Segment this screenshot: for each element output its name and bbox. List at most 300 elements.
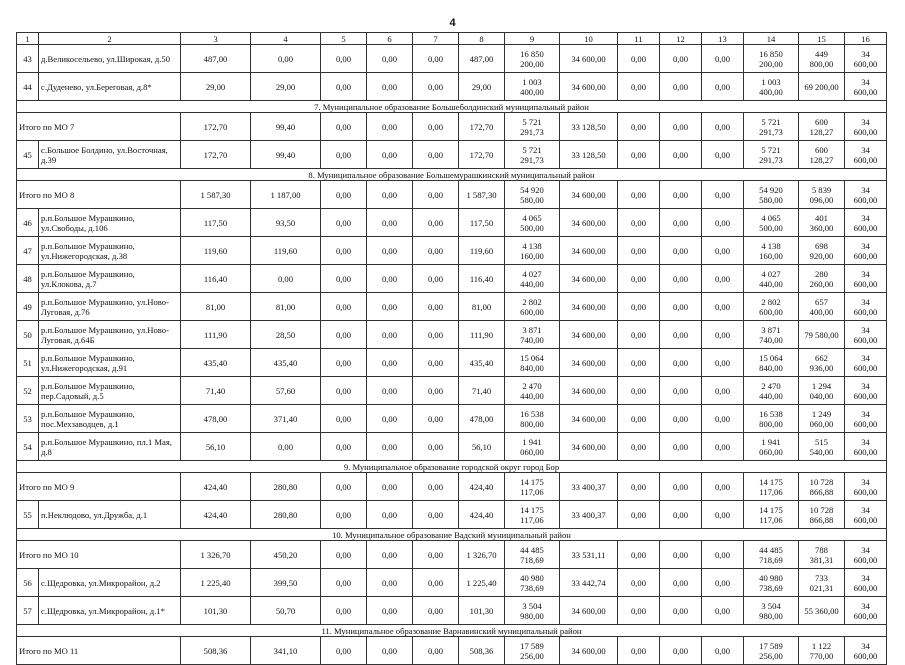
header-cell: 16 — [845, 33, 887, 45]
value-cell-3: 117,50 — [181, 209, 251, 237]
value-cell-14: 5 721 291,73 — [744, 113, 799, 141]
value-cell-14: 5 721 291,73 — [744, 141, 799, 169]
value-cell-9: 1 941 060,00 — [505, 433, 560, 461]
value-cell-8: 424,40 — [459, 473, 505, 501]
value-cell-8: 56,10 — [459, 433, 505, 461]
value-cell-5: 0,00 — [321, 45, 367, 73]
row-number: 46 — [17, 209, 39, 237]
value-cell-7: 0,00 — [413, 73, 459, 101]
value-cell-13: 0,00 — [702, 181, 744, 209]
value-cell-6: 0,00 — [367, 321, 413, 349]
value-cell-16: 34 600,00 — [845, 377, 887, 405]
value-cell-12: 0,00 — [660, 141, 702, 169]
value-cell-10: 34 600,00 — [560, 597, 618, 625]
value-cell-12: 0,00 — [660, 113, 702, 141]
value-cell-3: 487,00 — [181, 45, 251, 73]
value-cell-16: 34 600,00 — [845, 349, 887, 377]
value-cell-4: 81,00 — [251, 293, 321, 321]
total-label: Итого по МО 11 — [17, 637, 181, 665]
value-cell-14: 14 175 117,06 — [744, 501, 799, 529]
value-cell-14: 54 920 580,00 — [744, 181, 799, 209]
value-cell-7: 0,00 — [413, 113, 459, 141]
value-cell-5: 0,00 — [321, 569, 367, 597]
value-cell-15: 698 920,00 — [799, 237, 845, 265]
value-cell-14: 17 589 256,00 — [744, 637, 799, 665]
value-cell-4: 371,40 — [251, 405, 321, 433]
value-cell-10: 34 600,00 — [560, 73, 618, 101]
value-cell-14: 1 941 060,00 — [744, 433, 799, 461]
section-title: 11. Муниципальное образование Варнавинский муниципальный район — [17, 625, 887, 637]
header-cell: 5 — [321, 33, 367, 45]
value-cell-11: 0,00 — [618, 73, 660, 101]
value-cell-6: 0,00 — [367, 541, 413, 569]
row-number: 48 — [17, 265, 39, 293]
data-table — [16, 32, 887, 665]
address-cell: с.Щедровка, ул.Микрорайон, д.2 — [39, 569, 181, 597]
page-number: 4 — [449, 17, 456, 29]
value-cell-8: 1 326,70 — [459, 541, 505, 569]
value-cell-11: 0,00 — [618, 405, 660, 433]
value-cell-15: 662 936,00 — [799, 349, 845, 377]
value-cell-3: 1 587,30 — [181, 181, 251, 209]
value-cell-15: 79 580,00 — [799, 321, 845, 349]
value-cell-6: 0,00 — [367, 569, 413, 597]
value-cell-10: 33 400,37 — [560, 501, 618, 529]
value-cell-5: 0,00 — [321, 637, 367, 665]
value-cell-7: 0,00 — [413, 45, 459, 73]
address-cell: р.п.Большое Мурашкино, пер.Садовый, д.5 — [39, 377, 181, 405]
address-cell: с.Щедровка, ул.Микрорайон, д.1* — [39, 597, 181, 625]
value-cell-11: 0,00 — [618, 433, 660, 461]
address-cell: с.Дуденево, ул.Береговая, д.8* — [39, 73, 181, 101]
value-cell-14: 44 485 718,69 — [744, 541, 799, 569]
row-number: 51 — [17, 349, 39, 377]
value-cell-7: 0,00 — [413, 293, 459, 321]
value-cell-11: 0,00 — [618, 377, 660, 405]
value-cell-9: 15 064 840,00 — [505, 349, 560, 377]
value-cell-13: 0,00 — [702, 237, 744, 265]
value-cell-14: 14 175 117,06 — [744, 473, 799, 501]
header-cell: 8 — [459, 33, 505, 45]
table-row — [17, 405, 887, 433]
value-cell-8: 116,40 — [459, 265, 505, 293]
value-cell-14: 40 980 738,69 — [744, 569, 799, 597]
value-cell-16: 34 600,00 — [845, 501, 887, 529]
value-cell-5: 0,00 — [321, 473, 367, 501]
value-cell-11: 0,00 — [618, 321, 660, 349]
value-cell-15: 280 260,00 — [799, 265, 845, 293]
row-number: 57 — [17, 597, 39, 625]
value-cell-9: 5 721 291,73 — [505, 113, 560, 141]
table-row — [17, 73, 887, 101]
value-cell-7: 0,00 — [413, 349, 459, 377]
value-cell-6: 0,00 — [367, 237, 413, 265]
value-cell-8: 29,00 — [459, 73, 505, 101]
section-title: 9. Муниципальное образование городской округ город Бор — [17, 461, 887, 473]
header-row — [17, 33, 887, 45]
value-cell-13: 0,00 — [702, 45, 744, 73]
section-row — [17, 101, 887, 113]
value-cell-9: 16 850 200,00 — [505, 45, 560, 73]
value-cell-9: 3 871 740,00 — [505, 321, 560, 349]
value-cell-15: 1 294 040,00 — [799, 377, 845, 405]
value-cell-12: 0,00 — [660, 405, 702, 433]
value-cell-7: 0,00 — [413, 597, 459, 625]
value-cell-10: 33 531,11 — [560, 541, 618, 569]
value-cell-7: 0,00 — [413, 405, 459, 433]
value-cell-3: 424,40 — [181, 473, 251, 501]
value-cell-10: 34 600,00 — [560, 181, 618, 209]
value-cell-8: 172,70 — [459, 113, 505, 141]
value-cell-11: 0,00 — [618, 473, 660, 501]
value-cell-10: 33 442,74 — [560, 569, 618, 597]
address-cell: р.п.Большое Мурашкино, пос.Мехзаводцев, д.1 — [39, 405, 181, 433]
header-cell: 6 — [367, 33, 413, 45]
value-cell-4: 28,50 — [251, 321, 321, 349]
address-cell: р.п.Большое Мурашкино, ул.Нижегородская, д.91 — [39, 349, 181, 377]
section-row — [17, 461, 887, 473]
value-cell-7: 0,00 — [413, 209, 459, 237]
value-cell-9: 16 538 800,00 — [505, 405, 560, 433]
value-cell-3: 1 225,40 — [181, 569, 251, 597]
value-cell-11: 0,00 — [618, 293, 660, 321]
value-cell-11: 0,00 — [618, 181, 660, 209]
value-cell-4: 93,50 — [251, 209, 321, 237]
value-cell-11: 0,00 — [618, 265, 660, 293]
value-cell-9: 40 980 738,69 — [505, 569, 560, 597]
value-cell-13: 0,00 — [702, 209, 744, 237]
value-cell-10: 33 128,50 — [560, 113, 618, 141]
value-cell-10: 34 600,00 — [560, 377, 618, 405]
value-cell-14: 16 850 200,00 — [744, 45, 799, 73]
total-label: Итого по МО 10 — [17, 541, 181, 569]
value-cell-9: 17 589 256,00 — [505, 637, 560, 665]
value-cell-15: 1 249 060,00 — [799, 405, 845, 433]
value-cell-10: 34 600,00 — [560, 237, 618, 265]
value-cell-9: 4 138 160,00 — [505, 237, 560, 265]
table-row — [17, 293, 887, 321]
value-cell-4: 0,00 — [251, 433, 321, 461]
value-cell-15: 657 400,00 — [799, 293, 845, 321]
value-cell-16: 34 600,00 — [845, 473, 887, 501]
value-cell-16: 34 600,00 — [845, 569, 887, 597]
value-cell-13: 0,00 — [702, 265, 744, 293]
value-cell-3: 424,40 — [181, 501, 251, 529]
value-cell-16: 34 600,00 — [845, 113, 887, 141]
value-cell-8: 1 225,40 — [459, 569, 505, 597]
value-cell-12: 0,00 — [660, 237, 702, 265]
value-cell-6: 0,00 — [367, 405, 413, 433]
value-cell-16: 34 600,00 — [845, 141, 887, 169]
value-cell-9: 1 003 400,00 — [505, 73, 560, 101]
value-cell-15: 449 800,00 — [799, 45, 845, 73]
value-cell-6: 0,00 — [367, 265, 413, 293]
value-cell-5: 0,00 — [321, 541, 367, 569]
total-row — [17, 181, 887, 209]
value-cell-12: 0,00 — [660, 377, 702, 405]
value-cell-15: 515 540,00 — [799, 433, 845, 461]
value-cell-9: 14 175 117,06 — [505, 501, 560, 529]
value-cell-5: 0,00 — [321, 377, 367, 405]
value-cell-11: 0,00 — [618, 113, 660, 141]
value-cell-12: 0,00 — [660, 73, 702, 101]
value-cell-4: 1 187,00 — [251, 181, 321, 209]
value-cell-12: 0,00 — [660, 45, 702, 73]
value-cell-3: 478,00 — [181, 405, 251, 433]
value-cell-11: 0,00 — [618, 569, 660, 597]
value-cell-8: 424,40 — [459, 501, 505, 529]
row-number: 47 — [17, 237, 39, 265]
value-cell-13: 0,00 — [702, 433, 744, 461]
value-cell-10: 34 600,00 — [560, 637, 618, 665]
row-number: 54 — [17, 433, 39, 461]
value-cell-12: 0,00 — [660, 265, 702, 293]
value-cell-4: 280,80 — [251, 473, 321, 501]
value-cell-15: 600 128,27 — [799, 141, 845, 169]
value-cell-15: 10 728 866,88 — [799, 501, 845, 529]
value-cell-14: 4 027 440,00 — [744, 265, 799, 293]
value-cell-4: 99,40 — [251, 113, 321, 141]
header-cell: 10 — [560, 33, 618, 45]
section-row — [17, 529, 887, 541]
header-cell: 13 — [702, 33, 744, 45]
value-cell-11: 0,00 — [618, 141, 660, 169]
value-cell-11: 0,00 — [618, 597, 660, 625]
value-cell-16: 34 600,00 — [845, 265, 887, 293]
value-cell-6: 0,00 — [367, 209, 413, 237]
address-cell: р.п.Большое Мурашкино, ул.Ново-Луговая, д.64Б — [39, 321, 181, 349]
total-row — [17, 473, 887, 501]
value-cell-7: 0,00 — [413, 321, 459, 349]
value-cell-8: 101,30 — [459, 597, 505, 625]
value-cell-11: 0,00 — [618, 501, 660, 529]
value-cell-16: 34 600,00 — [845, 433, 887, 461]
value-cell-12: 0,00 — [660, 541, 702, 569]
value-cell-16: 34 600,00 — [845, 321, 887, 349]
value-cell-15: 733 021,31 — [799, 569, 845, 597]
value-cell-14: 4 065 500,00 — [744, 209, 799, 237]
value-cell-4: 0,00 — [251, 265, 321, 293]
value-cell-4: 450,20 — [251, 541, 321, 569]
value-cell-4: 57,60 — [251, 377, 321, 405]
value-cell-12: 0,00 — [660, 209, 702, 237]
address-cell: р.п.Большое Мурашкино, ул.Ново-Луговая, д.76 — [39, 293, 181, 321]
value-cell-3: 56,10 — [181, 433, 251, 461]
value-cell-14: 2 470 440,00 — [744, 377, 799, 405]
value-cell-6: 0,00 — [367, 473, 413, 501]
value-cell-7: 0,00 — [413, 501, 459, 529]
value-cell-10: 34 600,00 — [560, 209, 618, 237]
header-cell: 1 — [17, 33, 39, 45]
value-cell-3: 116,40 — [181, 265, 251, 293]
value-cell-6: 0,00 — [367, 181, 413, 209]
address-cell: с.Большое Болдино, ул.Восточная, д.39 — [39, 141, 181, 169]
value-cell-8: 508,36 — [459, 637, 505, 665]
header-cell: 11 — [618, 33, 660, 45]
total-row — [17, 541, 887, 569]
address-cell: д.Великосельево, ул.Широкая, д.50 — [39, 45, 181, 73]
value-cell-5: 0,00 — [321, 209, 367, 237]
value-cell-5: 0,00 — [321, 237, 367, 265]
value-cell-16: 34 600,00 — [845, 237, 887, 265]
value-cell-9: 5 721 291,73 — [505, 141, 560, 169]
table-row — [17, 321, 887, 349]
value-cell-5: 0,00 — [321, 113, 367, 141]
address-cell: р.п.Большое Мурашкино, ул.Клокова, д.7 — [39, 265, 181, 293]
value-cell-13: 0,00 — [702, 113, 744, 141]
value-cell-7: 0,00 — [413, 541, 459, 569]
value-cell-12: 0,00 — [660, 569, 702, 597]
value-cell-16: 34 600,00 — [845, 209, 887, 237]
value-cell-10: 34 600,00 — [560, 433, 618, 461]
value-cell-9: 4 065 500,00 — [505, 209, 560, 237]
value-cell-5: 0,00 — [321, 597, 367, 625]
total-label: Итого по МО 7 — [17, 113, 181, 141]
value-cell-16: 34 600,00 — [845, 45, 887, 73]
section-title: 7. Муниципальное образование Большеболдинский муниципальный район — [17, 101, 887, 113]
value-cell-14: 2 802 600,00 — [744, 293, 799, 321]
value-cell-12: 0,00 — [660, 597, 702, 625]
value-cell-4: 99,40 — [251, 141, 321, 169]
header-cell: 14 — [744, 33, 799, 45]
value-cell-3: 81,00 — [181, 293, 251, 321]
value-cell-15: 55 360,00 — [799, 597, 845, 625]
value-cell-12: 0,00 — [660, 181, 702, 209]
value-cell-13: 0,00 — [702, 377, 744, 405]
value-cell-12: 0,00 — [660, 321, 702, 349]
value-cell-13: 0,00 — [702, 405, 744, 433]
value-cell-5: 0,00 — [321, 433, 367, 461]
value-cell-7: 0,00 — [413, 141, 459, 169]
header-cell: 2 — [39, 33, 181, 45]
value-cell-7: 0,00 — [413, 433, 459, 461]
value-cell-8: 117,50 — [459, 209, 505, 237]
value-cell-9: 2 802 600,00 — [505, 293, 560, 321]
value-cell-8: 1 587,30 — [459, 181, 505, 209]
value-cell-4: 399,50 — [251, 569, 321, 597]
value-cell-16: 34 600,00 — [845, 405, 887, 433]
header-cell: 7 — [413, 33, 459, 45]
value-cell-15: 401 360,00 — [799, 209, 845, 237]
value-cell-14: 16 538 800,00 — [744, 405, 799, 433]
row-number: 45 — [17, 141, 39, 169]
section-title: 10. Муниципальное образование Вадский муниципальный район — [17, 529, 887, 541]
value-cell-10: 34 600,00 — [560, 349, 618, 377]
value-cell-4: 29,00 — [251, 73, 321, 101]
value-cell-6: 0,00 — [367, 377, 413, 405]
value-cell-11: 0,00 — [618, 237, 660, 265]
value-cell-3: 172,70 — [181, 113, 251, 141]
value-cell-16: 34 600,00 — [845, 293, 887, 321]
table-row — [17, 45, 887, 73]
value-cell-13: 0,00 — [702, 321, 744, 349]
value-cell-11: 0,00 — [618, 541, 660, 569]
value-cell-14: 4 138 160,00 — [744, 237, 799, 265]
value-cell-6: 0,00 — [367, 141, 413, 169]
value-cell-15: 1 122 770,00 — [799, 637, 845, 665]
value-cell-11: 0,00 — [618, 349, 660, 377]
value-cell-4: 119,60 — [251, 237, 321, 265]
value-cell-8: 119,60 — [459, 237, 505, 265]
value-cell-3: 435,40 — [181, 349, 251, 377]
value-cell-5: 0,00 — [321, 321, 367, 349]
value-cell-11: 0,00 — [618, 637, 660, 665]
value-cell-5: 0,00 — [321, 73, 367, 101]
value-cell-6: 0,00 — [367, 349, 413, 377]
value-cell-3: 71,40 — [181, 377, 251, 405]
value-cell-8: 478,00 — [459, 405, 505, 433]
total-row — [17, 637, 887, 665]
value-cell-4: 435,40 — [251, 349, 321, 377]
table-row — [17, 141, 887, 169]
header-cell: 15 — [799, 33, 845, 45]
value-cell-16: 34 600,00 — [845, 73, 887, 101]
value-cell-5: 0,00 — [321, 293, 367, 321]
table-row — [17, 377, 887, 405]
value-cell-10: 34 600,00 — [560, 405, 618, 433]
value-cell-4: 0,00 — [251, 45, 321, 73]
table-row — [17, 349, 887, 377]
value-cell-13: 0,00 — [702, 501, 744, 529]
value-cell-8: 435,40 — [459, 349, 505, 377]
value-cell-12: 0,00 — [660, 293, 702, 321]
value-cell-6: 0,00 — [367, 293, 413, 321]
value-cell-13: 0,00 — [702, 597, 744, 625]
value-cell-11: 0,00 — [618, 45, 660, 73]
value-cell-3: 172,70 — [181, 141, 251, 169]
table-row — [17, 569, 887, 597]
value-cell-3: 119,60 — [181, 237, 251, 265]
value-cell-9: 4 027 440,00 — [505, 265, 560, 293]
value-cell-8: 487,00 — [459, 45, 505, 73]
row-number: 49 — [17, 293, 39, 321]
row-number: 55 — [17, 501, 39, 529]
value-cell-9: 3 504 980,00 — [505, 597, 560, 625]
section-row — [17, 625, 887, 637]
value-cell-12: 0,00 — [660, 501, 702, 529]
header-cell: 4 — [251, 33, 321, 45]
value-cell-5: 0,00 — [321, 265, 367, 293]
value-cell-13: 0,00 — [702, 349, 744, 377]
value-cell-13: 0,00 — [702, 637, 744, 665]
value-cell-9: 14 175 117,06 — [505, 473, 560, 501]
value-cell-7: 0,00 — [413, 377, 459, 405]
table-row — [17, 501, 887, 529]
value-cell-13: 0,00 — [702, 473, 744, 501]
table-row — [17, 209, 887, 237]
value-cell-15: 5 839 096,00 — [799, 181, 845, 209]
value-cell-13: 0,00 — [702, 569, 744, 597]
value-cell-11: 0,00 — [618, 209, 660, 237]
value-cell-7: 0,00 — [413, 569, 459, 597]
value-cell-16: 34 600,00 — [845, 637, 887, 665]
value-cell-5: 0,00 — [321, 181, 367, 209]
row-number: 53 — [17, 405, 39, 433]
value-cell-16: 34 600,00 — [845, 541, 887, 569]
value-cell-13: 0,00 — [702, 293, 744, 321]
value-cell-10: 33 128,50 — [560, 141, 618, 169]
value-cell-6: 0,00 — [367, 73, 413, 101]
value-cell-8: 81,00 — [459, 293, 505, 321]
value-cell-15: 788 381,31 — [799, 541, 845, 569]
table-row — [17, 237, 887, 265]
value-cell-4: 341,10 — [251, 637, 321, 665]
value-cell-5: 0,00 — [321, 405, 367, 433]
value-cell-14: 15 064 840,00 — [744, 349, 799, 377]
value-cell-9: 54 920 580,00 — [505, 181, 560, 209]
table-row — [17, 597, 887, 625]
value-cell-14: 1 003 400,00 — [744, 73, 799, 101]
